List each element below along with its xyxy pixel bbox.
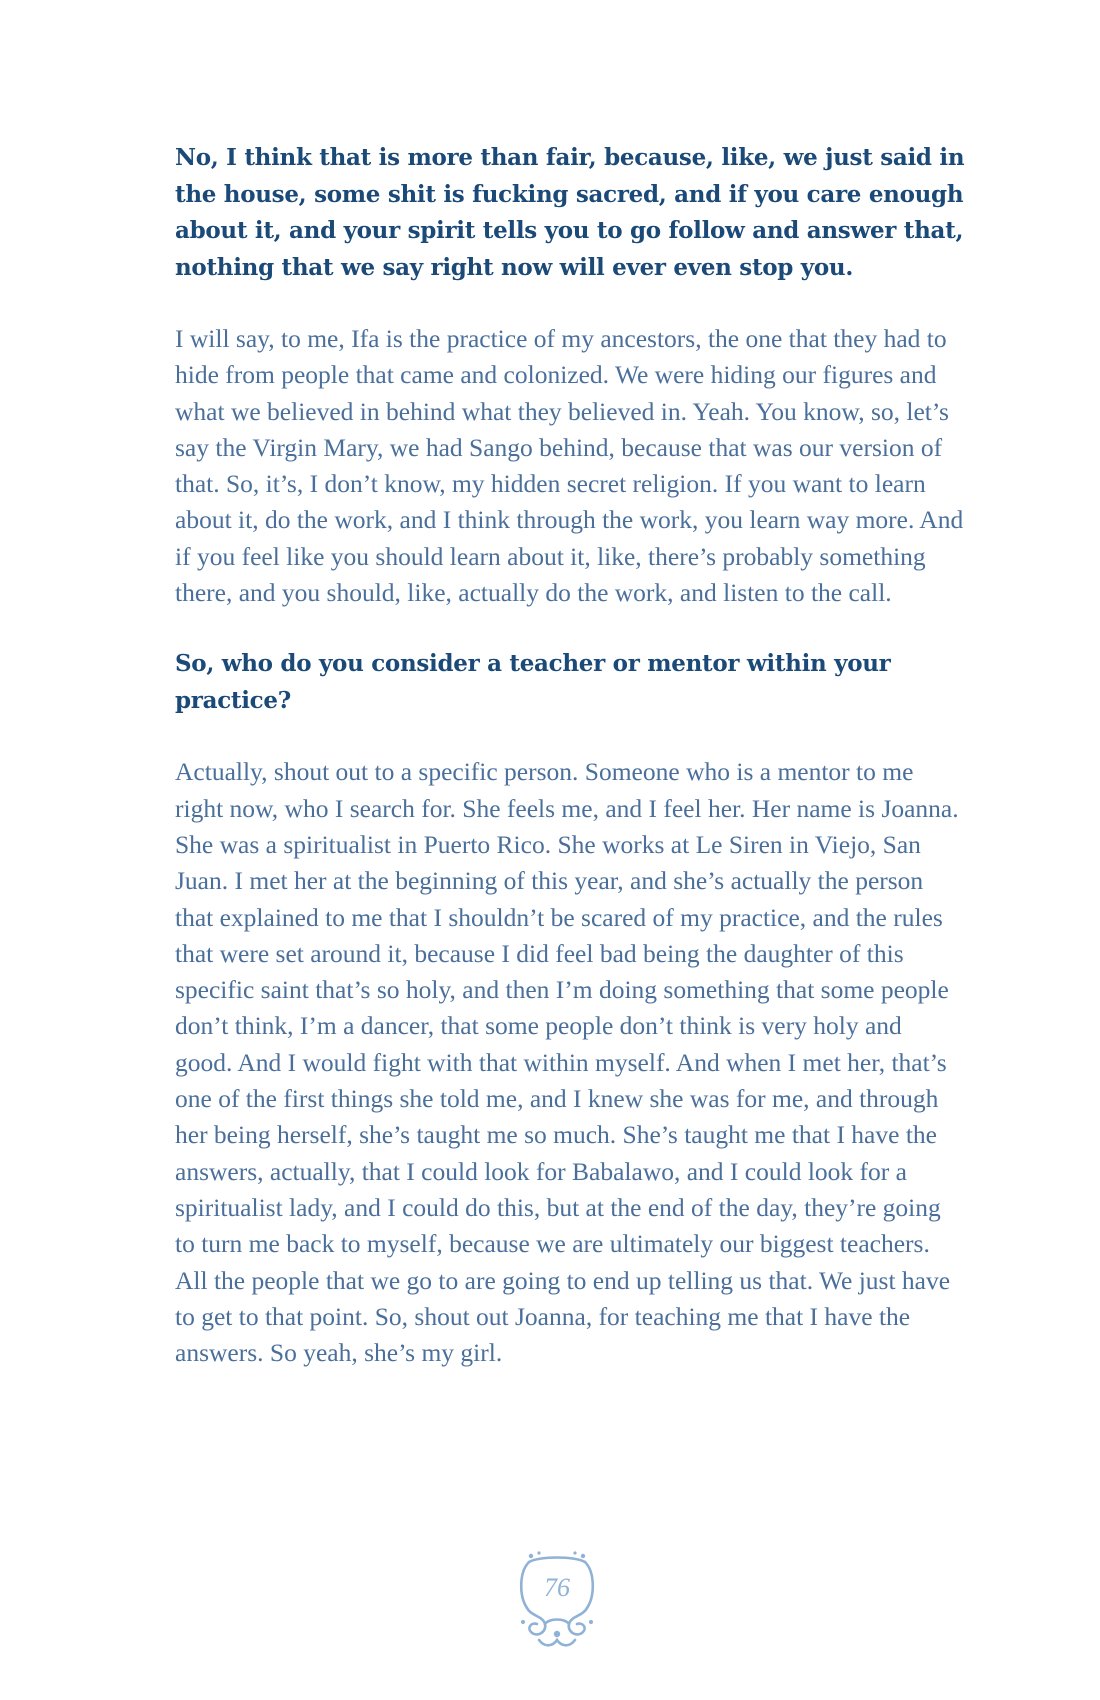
interviewer-question-1: No, I think that is more than fair, because, like, we just said in the house, some shit is fucking sacred, and if you care enough about it, and your spirit tells you to go follow and answer that, nothing that we say right now will ever even stop you. — [175, 144, 965, 281]
interviewee-answer-2: Actually, shout out to a specific person. Someone who is a mentor to me right now, who I search for. She feels me, and I feel her. Her name is Joanna. She was a spiritualist in Puerto Rico. She works at Le Siren in Viejo, San Juan. I met her at the beginning of this year, and she’s actually the person that explained to me that I shouldn’t be scared of my practice, and the rules that were set around it, because I did feel bad being the daughter of this specific saint that’s so holy, and then I’m doing something that some people don’t think, I’m a dancer, that some people don’t think is very holy and good. And I would fight with that within myself. And when I met her, that’s one of the first things she told me, and I knew she was for me, and through her being herself, she’s taught me so much. She’s taught me that I have the answers, actually, that I could look for Babalawo, and I could look for a spiritualist lady, and I could do this, but at the end of the day, they’re going to turn me back to myself, because we are ultimately our biggest teachers. All the people that we go to are going to end up telling us that. We just have to get to that point. So, shout out Joanna, for teaching me that I have the answers. So yeah, she’s my girl. — [175, 757, 959, 1368]
page-number: 76 — [544, 1573, 570, 1602]
page-number-folio — [515, 1550, 599, 1650]
scroll-ornament-icon — [515, 1550, 599, 1650]
interviewer-question-2: So, who do you consider a teacher or mentor within your practice? — [175, 650, 891, 714]
interviewee-answer-1: I will say, to me, Ifa is the practice of my ancestors, the one that they had to hide from people that came and colonized. We were hiding our figures and what we believed in behind what they believed in. Yeah. You know, so, let’s say the Virgin Mary, we had Sango behind, because that was our version of that. So, it’s, I don’t know, my hidden secret religion. If you want to learn about it, do the work, and I think through the work, you learn way more. And if you feel like you should learn about it, like, there’s probably something there, and you should, like, actually do the work, and listen to the call. — [175, 324, 964, 608]
interview-page — [175, 140, 965, 1371]
